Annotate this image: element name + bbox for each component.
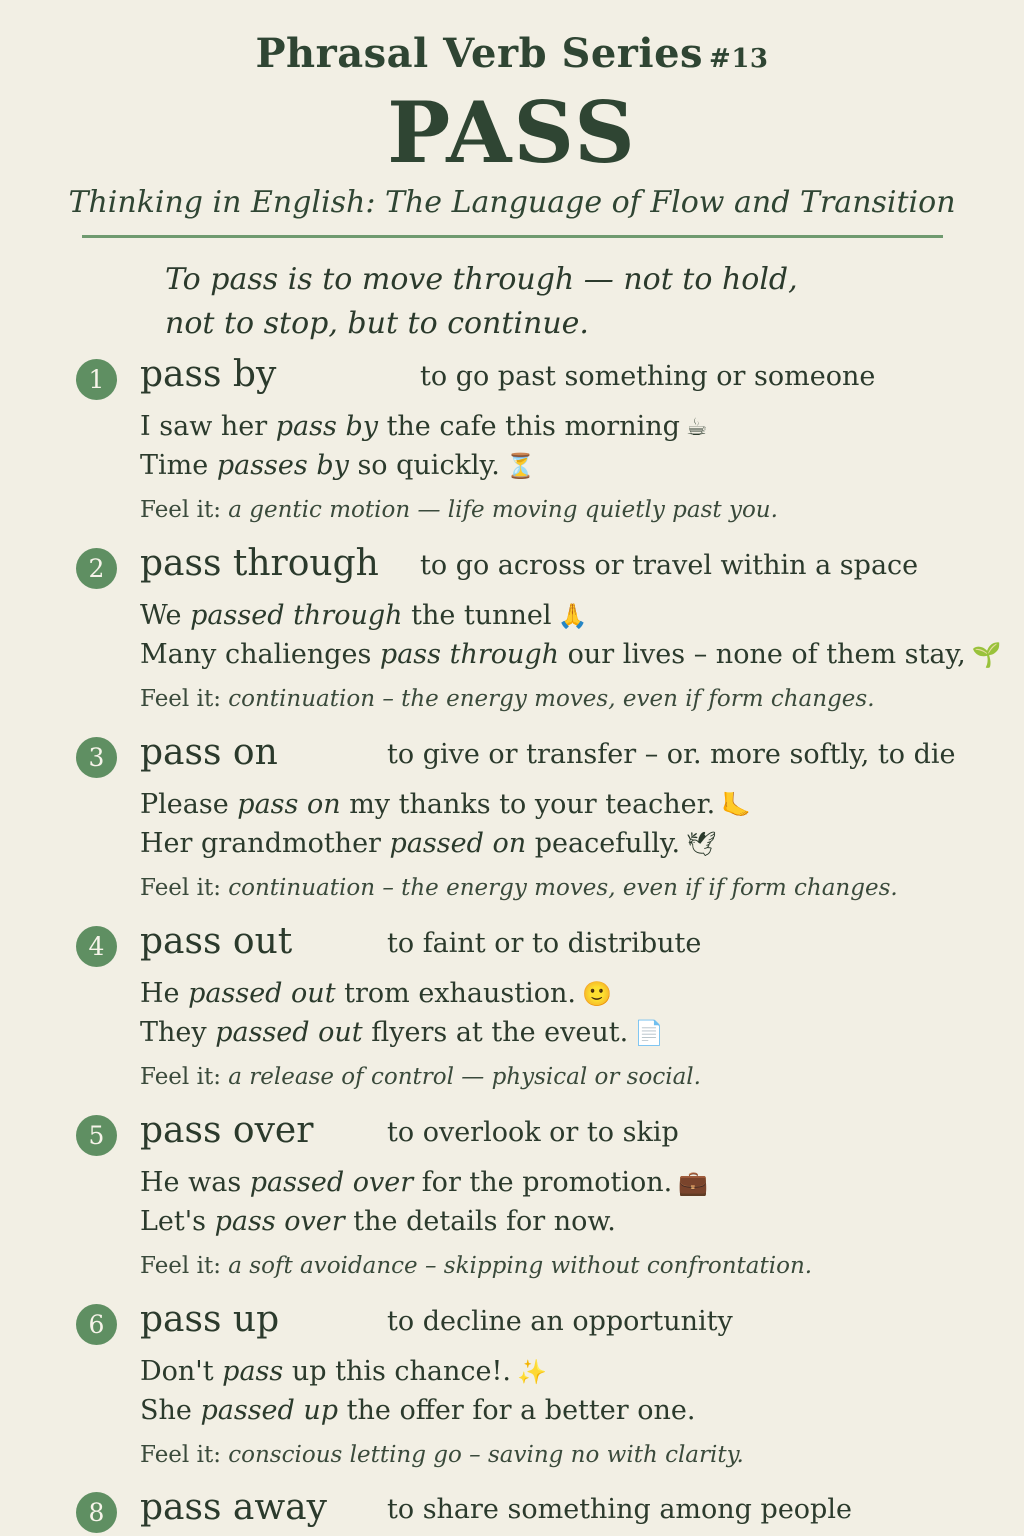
example-verb: pass through xyxy=(379,639,560,670)
entry-number-badge: 8 xyxy=(76,1492,117,1533)
example-2: Her grandmother passed on peacefully. 🕊 xyxy=(140,828,717,859)
page-subtitle: Thinking in English: The Language of Flow and Transition xyxy=(68,185,956,220)
feel-it-note: Feel it: a gentic motion — life moving quietly past you. xyxy=(140,497,778,523)
briefcase-icon: 💼 xyxy=(678,1169,709,1197)
example-1: We passed through the tunnel 🙏 xyxy=(140,600,588,631)
definition: to go past something or someone xyxy=(420,361,876,392)
example-verb: passes by xyxy=(216,450,349,481)
series-number: #13 xyxy=(709,44,769,74)
entry-number-badge: 6 xyxy=(76,1304,117,1345)
feel-it-note: Feel it: a release of control — physical or social. xyxy=(140,1064,701,1090)
phrasal-verb: pass away xyxy=(140,1487,327,1528)
quote-line-2: not to stop, but to continue. xyxy=(165,306,589,341)
definition: to give or transfer – or. more softly, to die xyxy=(387,739,956,770)
example-verb: passed on xyxy=(389,828,527,859)
phrasal-verb: pass up xyxy=(140,1299,280,1340)
feel-it-note: Feel it: continuation – the energy moves, even if form changes. xyxy=(140,686,875,712)
foot-icon: 🦶 xyxy=(721,791,752,819)
example-2: Many chalienges pass through our lives – none of them stay, 🌱 xyxy=(140,639,1002,670)
example-verb: passed up xyxy=(200,1395,339,1426)
coffee-icon: ☕ xyxy=(685,413,708,441)
feel-it-note: Feel it: a soft avoidance – skipping without confrontation. xyxy=(140,1253,813,1279)
phrasal-verb: pass through xyxy=(140,543,379,584)
hourglass-icon: ⏳ xyxy=(505,452,536,480)
example-verb: passed through xyxy=(190,600,403,631)
series-heading xyxy=(0,30,1024,83)
entry-number-badge: 1 xyxy=(76,359,117,400)
series-label: Phrasal Verb Series xyxy=(255,30,704,77)
phrasal-verb: pass by xyxy=(140,354,277,395)
example-verb: passed out xyxy=(215,1017,363,1048)
page-title: PASS xyxy=(387,83,637,182)
sparkles-icon: ✨ xyxy=(516,1358,547,1386)
intro-quote xyxy=(165,258,925,346)
entry-number-badge: 3 xyxy=(76,737,117,778)
example-2: Let's pass over the details for now. xyxy=(140,1206,616,1237)
paper-icon: 📄 xyxy=(634,1019,665,1047)
phrasal-verb: pass out xyxy=(140,921,293,962)
phrasal-verb: pass on xyxy=(140,732,278,773)
title-divider xyxy=(82,235,943,238)
example-verb: pass xyxy=(222,1356,284,1387)
entry-number-badge: 2 xyxy=(76,548,117,589)
feel-it-note: Feel it: continuation – the energy moves, even if if form changes. xyxy=(140,875,898,901)
feel-it-note: Feel it: conscious letting go – saving no with clarity. xyxy=(140,1442,744,1468)
example-verb: pass by xyxy=(275,411,378,442)
entry-number-badge: 5 xyxy=(76,1115,117,1156)
definition: to faint or to distribute xyxy=(387,928,702,959)
definition: to overlook or to skip xyxy=(387,1117,679,1148)
seedling-icon: 🌱 xyxy=(971,641,1002,669)
example-verb: passed over xyxy=(249,1167,414,1198)
example-1: Please pass on my thanks to your teacher. 🦶 xyxy=(140,789,752,820)
praying-hands-icon: 🙏 xyxy=(557,602,588,630)
example-2: Time passes by so quickly. ⏳ xyxy=(140,450,536,481)
example-2: They passed out flyers at the eveut. 📄 xyxy=(140,1017,665,1048)
quote-line-1: To pass is to move through — not to hold, xyxy=(165,262,798,297)
example-1: I saw her pass by the cafe this morning ☕ xyxy=(140,411,708,442)
example-1: He was passed over for the promotion. 💼 xyxy=(140,1167,709,1198)
phrasal-verb: pass over xyxy=(140,1110,314,1151)
entry-number-badge: 4 xyxy=(76,926,117,967)
dove-icon: 🕊 xyxy=(686,830,717,858)
definition: to share something among people xyxy=(387,1494,852,1525)
smiley-icon: 🙂 xyxy=(581,980,612,1008)
example-verb: passed out xyxy=(188,978,336,1009)
example-1: He passed out trom exhaustion. 🙂 xyxy=(140,978,612,1009)
header xyxy=(0,30,1024,223)
example-verb: pass on xyxy=(237,789,341,820)
example-1: Don't pass up this chance!. ✨ xyxy=(140,1356,547,1387)
definition: to go across or travel within a space xyxy=(420,550,919,581)
example-2: She passed up the offer for a better one. xyxy=(140,1395,696,1426)
definition: to decline an opportunity xyxy=(387,1306,733,1337)
example-verb: pass over xyxy=(214,1206,345,1237)
